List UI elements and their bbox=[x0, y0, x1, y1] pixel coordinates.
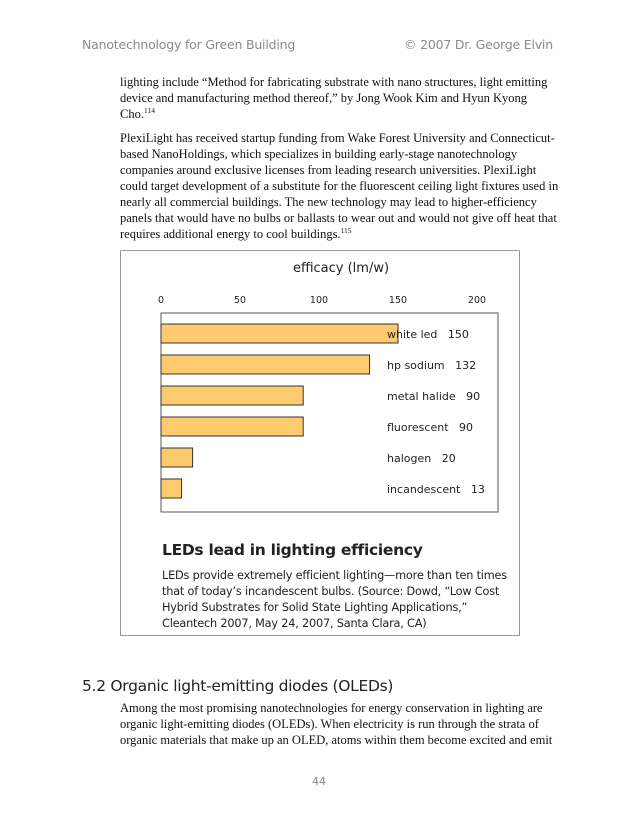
running-header-copyright: © 2007 Dr. George Elvin bbox=[404, 37, 553, 52]
bar-label-white-led: white led 150 bbox=[387, 328, 469, 341]
page-number: 44 bbox=[312, 775, 326, 788]
tick-label: 0 bbox=[157, 295, 165, 306]
tick-label: 150 bbox=[388, 295, 408, 306]
paragraph-text: PlexiLight has received startup funding from Wake Forest University and Connecticut-based NanoHoldings, which specializes in building early-stage nanotechnology companies around exclusive licenses from leading research universities. PlexiLight could target development of a substitute for the fluorescent ceiling light fixtures used in nearly all commercial buildings. The new technology may lead to higher-efficiency panels that would have no bulbs or ballasts to wear out and would not give off heat that requires additional energy to cool buildings. bbox=[120, 131, 559, 241]
footnote-ref: 115 bbox=[340, 226, 352, 235]
tick-label: 200 bbox=[467, 295, 487, 306]
bar-label-fluorescent: fluorescent 90 bbox=[387, 421, 473, 434]
bar-label-hp-sodium: hp sodium 132 bbox=[387, 359, 477, 372]
bar-label-halogen: halogen 20 bbox=[387, 452, 456, 465]
paragraph-oled: Among the most promising nanotechnologies for energy conservation in lighting are organic light-emitting diodes (OLEDs). When electricity is run through the strata of organic materials that make up an OLED, atoms within them become excited and emit bbox=[120, 701, 553, 747]
tick-label: 50 bbox=[233, 295, 247, 306]
paragraph-text: lighting include “Method for fabricating substrate with nano structures, light emitting device and manufacturing method thereof,” by Jong Wook Kim and Hyun Kyong Cho. bbox=[120, 75, 548, 121]
running-header-title: Nanotechnology for Green Building bbox=[82, 37, 296, 52]
chart-title: efficacy (lm/w) bbox=[292, 261, 390, 276]
tick-label: 100 bbox=[309, 295, 329, 306]
bar-fluorescent bbox=[161, 417, 303, 436]
paragraph-plexilight bbox=[120, 130, 560, 242]
bar-hp-sodium bbox=[161, 355, 370, 374]
bar-label-incandescent: incandescent 13 bbox=[387, 483, 485, 496]
bar-halogen bbox=[161, 448, 193, 467]
bar-label-metal-halide: metal halide 90 bbox=[387, 390, 481, 403]
caption-title: LEDs lead in lighting efficiency bbox=[162, 541, 423, 559]
paragraph-patent bbox=[120, 74, 560, 122]
bar-white-led bbox=[161, 324, 398, 343]
bar-metal-halide bbox=[161, 386, 303, 405]
section-heading: 5.2 Organic light-emitting diodes (OLEDs) bbox=[82, 677, 394, 695]
caption-text: LEDs provide extremely efficient lighting—more than ten times that of today’s incandescent bulbs. (Source: Dowd, “Low Cost Hybrid Substrates for Solid State Lighting Applications,” Cleantech 2007, May 24, 2007, Santa Clara, CA) bbox=[162, 569, 507, 630]
bar-incandescent bbox=[161, 479, 182, 498]
footnote-ref: 114 bbox=[143, 106, 155, 115]
